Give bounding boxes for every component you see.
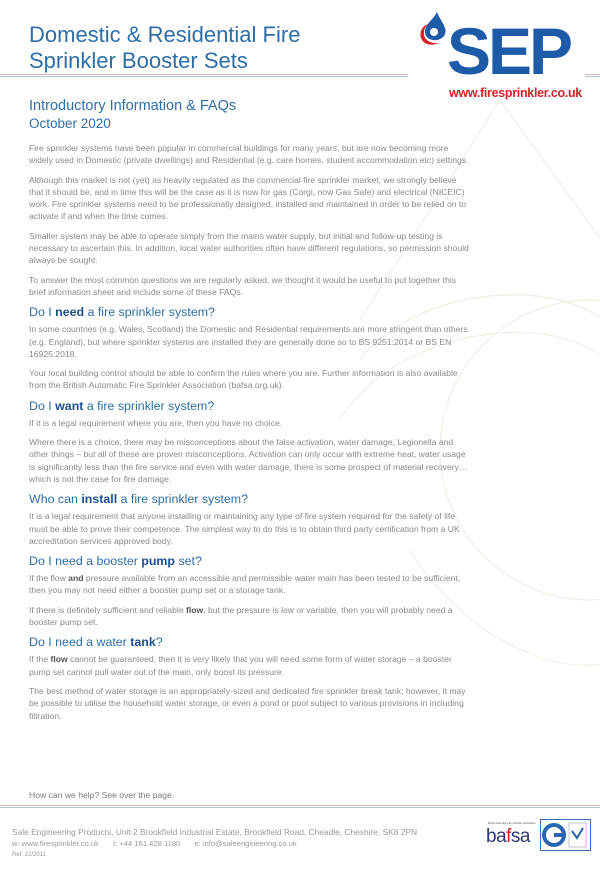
logo-url[interactable]: www.firesprinkler.co.uk	[449, 86, 582, 100]
droplet-swirl-icon	[415, 10, 449, 58]
faq-heading-tank: Do I need a water tank?	[29, 635, 163, 650]
faq-answer: Your local building control should be able to confirm the rules where you are. Further information is also available from the British Automatic Fire Sprinkler Association (bafsa.org.uk).	[29, 368, 458, 391]
subheader-date: October 2020	[29, 116, 111, 131]
faq-answer: If it is a legal requirement where you are, then you have no choice.	[29, 417, 283, 428]
header-divider-right	[585, 74, 600, 78]
faq-heading-want: Do I want a fire sprinkler system?	[29, 398, 215, 413]
header-divider-left	[0, 74, 408, 78]
document-body	[29, 142, 469, 729]
footer	[12, 826, 417, 860]
faq-heading-pump: Do I need a booster pump set?	[29, 554, 202, 569]
faq-answer: In some countries (e.g. Wales, Scotland) the Domestic and Residential requirements are more stringent than others (e.g. England), but where sprinkler systems are installed they are generally done so to BS 9251:2014 or BS EN 16925:2018.	[29, 324, 468, 359]
intro-paragraph: Smaller system may be able to operate simply from the mains water supply, but initial and follow-up testing is necessary to ascertain this. In addition, local water authorities often have different regulations, so permission should always be sought.	[29, 230, 469, 266]
title-line-2: Sprinkler Booster Sets	[29, 48, 248, 73]
faq-heading-install: Who can install a fire sprinkler system?	[29, 492, 248, 507]
faq-answer: Where there is a choice, there may be misconceptions about the false activation, water damage, Legionella and other things – but all of these are proven misconceptions. Activation can only occur with extreme heat, water usage is significantly less than the fire service and even with water damage, there is some prospect of material recovery…which is not the case for fire damage.	[29, 437, 468, 484]
logo-wordmark: SEP	[447, 14, 571, 88]
certification-badge-icon	[540, 819, 591, 851]
sep-logo[interactable]	[413, 8, 583, 102]
accreditation-badges	[486, 818, 592, 850]
bafsa-caption: British Automatic Fire Sprinkler Association	[488, 822, 536, 825]
faq-answer: If there is definitely sufficient and reliable flow, but the pressure is low or variable, then you will probably need a booster pump set.	[29, 604, 453, 628]
faq-answer: If the flow cannot be guaranteed, then it is very likely that you will need some form of water storage – a booster pump set cannot pull water out of the main, only boost its pressure.	[29, 654, 452, 677]
faq-answer: If the flow and pressure available from an accessible and permissible water main has been tested to be sufficient, then you may not need either a booster pump set or a storage tank.	[29, 573, 461, 596]
footer-contact	[12, 838, 417, 850]
faq-heading-need: Do I need a fire sprinkler system?	[29, 305, 215, 320]
title-line-1: Domestic & Residential Fire	[29, 22, 301, 47]
footer-email-link[interactable]: e: info@saleengineering.co.uk	[194, 839, 297, 848]
intro-paragraph: To answer the most common questions we are regularly asked, we thought it would be useful to put together this brief information sheet and include some of these FAQs.	[29, 274, 457, 297]
faq-answer: The best method of water storage is an appropriately-sized and dedicated fire sprinkler break tank; however, it may be possible to utilise the household water storage, or even a pond or pool subject to various provisions in including filtration.	[29, 685, 466, 721]
intro-paragraph: Fire sprinkler systems have been popular in commercial buildings for many years, but are now becoming more widely used in Domestic (private dwellings) and Residential (e.g. care homes, student accommodation etc) settings.	[29, 143, 469, 166]
faq-answer: It is a legal requirement that anyone installing or maintaining any type of fire system required for the safety of life must be able to prove their competence. The simplest way to do this is to obtain third party certification from a UK accreditation services approved body.	[29, 511, 460, 546]
intro-paragraph: Although this market is not (yet) as heavily regulated as the commercial fire sprinkler market, we strongly believe that it should be, and in time this will be the case as it is now for gas (Corgi, now Gas Safe) and electrical (NICEIC) work. Fire sprinkler systems need to be professionally designed, installed and maintained in order to be relied on to activate if and when the time comes.	[29, 174, 467, 222]
footer-phone: t: +44 161 428 1180	[113, 839, 181, 848]
document-title	[29, 22, 389, 74]
footer-address: Sale Engineering Products, Unit 2 Brookfield Industrial Estate, Brookfield Road, Cheadle, Cheshire, SK8 2PN	[12, 827, 418, 837]
help-text: How can we help? See over the page.	[29, 790, 175, 800]
footer-ref: Ref: 22/2011	[12, 852, 46, 858]
footer-divider	[0, 805, 600, 809]
footer-website-link[interactable]: w: www.firesprinkler.co.uk	[12, 839, 99, 848]
subheader	[29, 98, 236, 132]
subheader-title: Introductory Information & FAQs	[29, 98, 237, 114]
bafsa-logo: bafsa	[486, 826, 530, 847]
